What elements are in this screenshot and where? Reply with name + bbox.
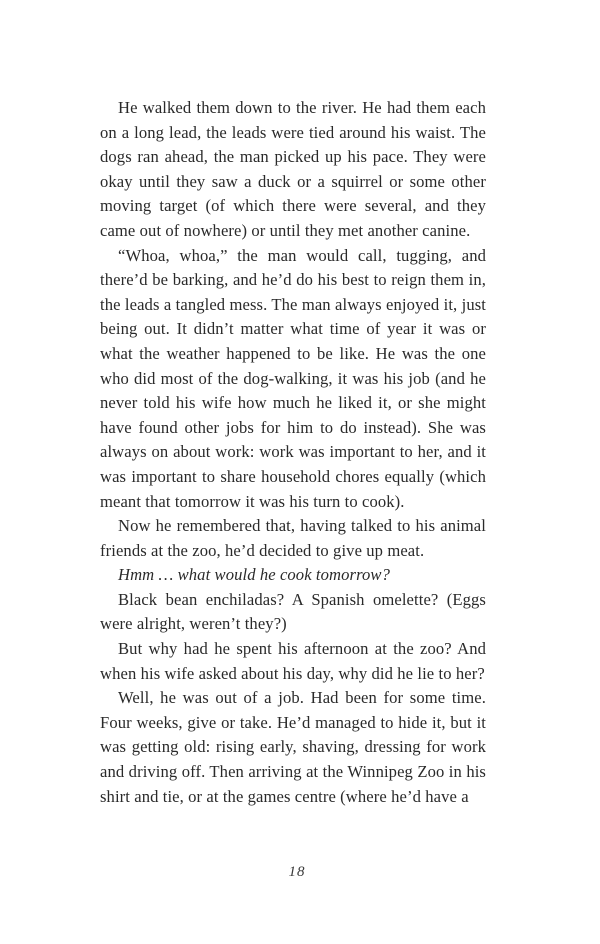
paragraph: Well, he was out of a job. Had been for some time. Four weeks, give or take. He’d managed to hide it, but it was getting old: rising early, shaving, dressing for work and driving off. Then arriving at the Winnipeg Zoo in his shirt and tie, or at the games centre (where he’d have a	[100, 688, 486, 806]
paragraph: Now he remembered that, having talked to his animal friends at the zoo, he’d decided to give up meat.	[100, 516, 486, 560]
paragraph-italic: Hmm … what would he cook tomorrow?	[118, 565, 390, 585]
paragraph: Black bean enchiladas? A Spanish omelette? (Eggs were alright, weren’t they?)	[100, 589, 486, 634]
paragraph: “Whoa, whoa,” the man would call, tugging, and there’d be barking, and he’d do his best to reign them in, the leads a tangled mess. The man always enjoyed it, just being out. It didn’t matter what time of year it was or what the weather happened to be like. He was the one who did most of the dog-walking, it was his job (and he never told his wife how much he liked it, or she might have found other jobs for him to do instead). She was always on about work: work was important to her, and it was important to share household chores equally (which meant that tomorrow it was his turn to cook).	[100, 245, 486, 511]
page-text-block	[100, 96, 486, 809]
paragraph: But why had he spent his afternoon at the zoo? And when his wife asked about his day, why did he lie to her?	[100, 639, 486, 683]
paragraph: He walked them down to the river. He had them each on a long lead, the leads were tied around his waist. The dogs ran ahead, the man picked up his pace. They were okay until they saw a duck or a squirrel or some other moving target (of which there were several, and they came out of nowhere) or until they met another canine.	[100, 98, 486, 240]
page-number: 18	[288, 864, 306, 880]
